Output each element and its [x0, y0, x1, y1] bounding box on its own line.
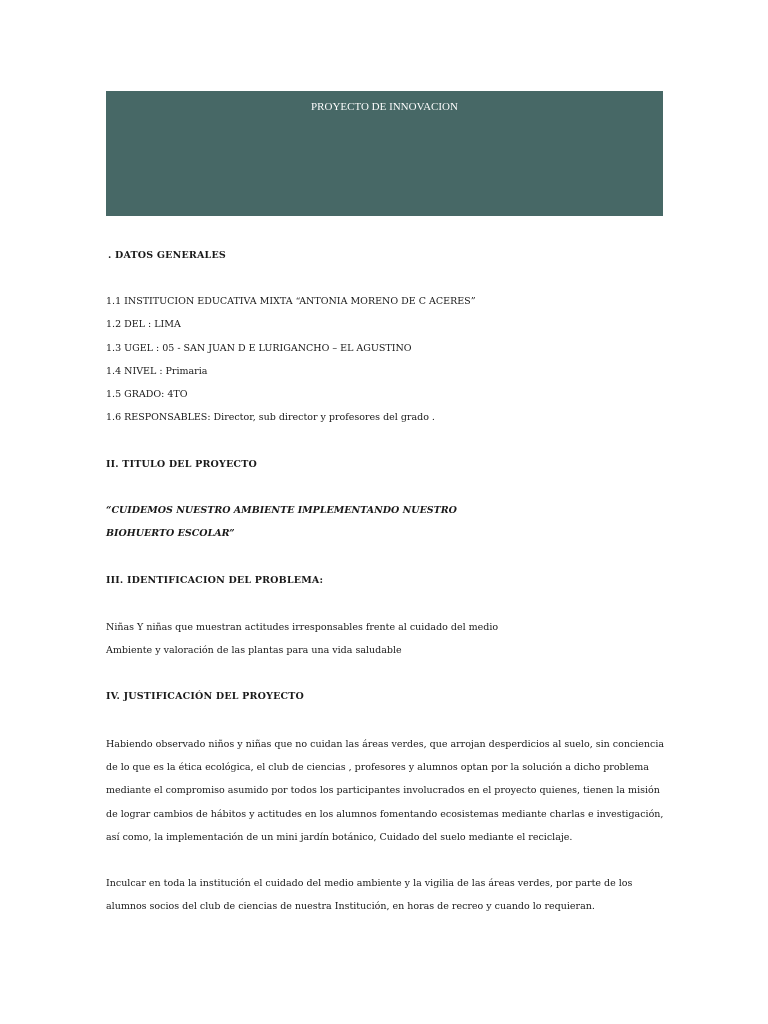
data-item-responsables: 1.6 RESPONSABLES: Director, sub director y profesores del grado . [106, 412, 435, 423]
project-title-line-2: BIOHUERTO ESCOLAR” [106, 528, 235, 539]
data-item-institucion: 1.1 INSTITUCION EDUCATIVA MIXTA “ANTONIA MORENO DE C ACERES” [106, 296, 476, 307]
data-item-grado: 1.5 GRADO: 4TO [106, 389, 188, 400]
problem-line-2: Ambiente y valoración de las plantas para una vida saludable [106, 645, 402, 656]
justification-paragraph-1: Habiendo observado niños y niñas que no cuidan las áreas verdes, que arrojan desperdicios al suelo, sin conciencia de lo que es la ética ecológica, el club de ciencias , profesores y alumnos optan por la solución a dicho problema mediante el compromiso asumido por todos los participantes involucrados en el proyecto quienes, tienen la misión de lograr cambios de hábitos y actitudes en los alumnos fomentando ecosistemas mediante charlas e investigación, así como, la implementación de un mini jardín botánico, Cuidado del suelo mediante el reciclaje. [106, 739, 665, 843]
data-item-nivel: 1.4 NIVEL : Primaria [106, 366, 208, 377]
section-heading-titulo: II. TITULO DEL PROYECTO [106, 459, 257, 470]
data-item-del: 1.2 DEL : LIMA [106, 319, 181, 330]
project-title-line-1: “CUIDEMOS NUESTRO AMBIENTE IMPLEMENTANDO NUESTRO [106, 505, 457, 516]
section-heading-problema: III. IDENTIFICACION DEL PROBLEMA: [106, 575, 324, 586]
section-heading-datos-generales: . DATOS GENERALES [108, 250, 226, 261]
title-banner [106, 91, 663, 216]
justification-paragraph-2: Inculcar en toda la institución el cuidado del medio ambiente y la vigilia de las áreas verdes, por parte de los alumnos socios del club de ciencias de nuestra Institución, en horas de recreo y cuando lo requieran. [106, 878, 633, 913]
problem-line-1: Niñas Y niñas que muestran actitudes irresponsables frente al cuidado del medio [106, 622, 499, 633]
document-title: PROYECTO DE INNOVACION [311, 101, 458, 113]
data-item-ugel: 1.3 UGEL : 05 - SAN JUAN D E LURIGANCHO – EL AGUSTINO [106, 343, 412, 354]
section-heading-justificacion: IV. JUSTIFICACIÓN DEL PROYECTO [106, 691, 305, 702]
